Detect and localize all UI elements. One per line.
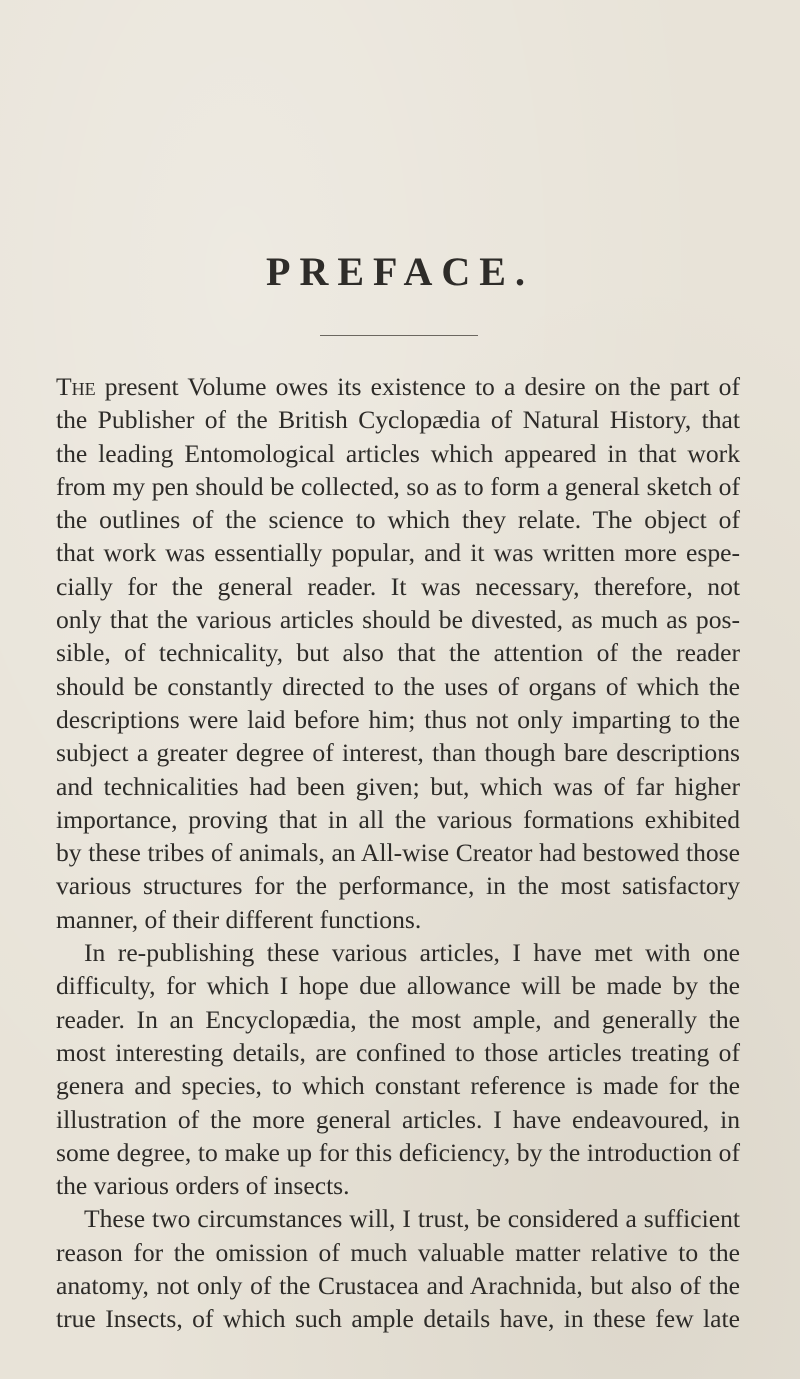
- paragraph-line: genera and species, to which constant reference is made for the: [56, 1071, 740, 1101]
- paragraph-line: various structures for the performance, in the most satisfactory: [56, 871, 740, 901]
- paragraph-line: the Publisher of the British Cyclopædia of Natural History, that: [56, 405, 740, 435]
- paragraph-line: manner, of their different functions.: [56, 904, 422, 934]
- paragraph-line: the outlines of the science to which they relate. The object of: [56, 505, 740, 535]
- paragraph-line: These two circumstances will, I trust, be considered a sufficient: [84, 1204, 740, 1234]
- paragraph-line: importance, proving that in all the various formations exhibited: [56, 804, 740, 834]
- paragraph-line: cially for the general reader. It was necessary, therefore, not: [56, 571, 740, 601]
- paragraph-3: [56, 1202, 740, 1335]
- paragraph-line: by these tribes of animals, an All-wise Creator had bestowed those: [56, 838, 740, 868]
- paragraph-line: difficulty, for which I hope due allowance will be made by the: [56, 971, 740, 1001]
- paragraph-line: some degree, to make up for this deficiency, by the introduction of: [56, 1137, 740, 1167]
- paragraph-line: the various orders of insects.: [56, 1171, 350, 1201]
- paragraph-line: In re-publishing these various articles, I have met with one: [84, 938, 740, 968]
- paragraph-line: should be constantly directed to the uses of organs of which the: [56, 671, 740, 701]
- paragraph-line: the leading Entomological articles which appeared in that work: [56, 438, 740, 468]
- paragraph-line: that work was essentially popular, and it was written more espe-: [56, 538, 740, 568]
- paragraph-line: and technicalities had been given; but, which was of far higher: [56, 771, 740, 801]
- paragraph-line: true Insects, of which such ample details have, in these few late: [56, 1304, 740, 1334]
- paragraph-line: The present Volume owes its existence to a desire on the part of: [56, 372, 740, 401]
- paragraph-line: descriptions were laid before him; thus not only imparting to the: [56, 704, 740, 734]
- paragraph-line: reason for the omission of much valuable matter relative to the: [56, 1237, 740, 1267]
- paragraph-1: [56, 370, 740, 936]
- paragraph-line: anatomy, not only of the Crustacea and Arachnida, but also of the: [56, 1271, 740, 1301]
- paragraph-line: sible, of technicality, but also that the attention of the reader: [56, 638, 740, 668]
- paragraph-line: most interesting details, are confined to those articles treating of: [56, 1037, 740, 1067]
- paragraph-line: from my pen should be collected, so as to form a general sketch of: [56, 471, 740, 501]
- lead-word: The: [56, 372, 96, 401]
- page-title: PREFACE.: [266, 249, 534, 294]
- paragraph-line: reader. In an Encyclopædia, the most ample, and generally the: [56, 1004, 740, 1034]
- title-rule: [320, 335, 478, 336]
- paragraph-line: only that the various articles should be divested, as much as pos-: [56, 605, 740, 635]
- paragraph-line: subject a greater degree of interest, than though bare descriptions: [56, 738, 740, 768]
- paragraph-2: [56, 936, 740, 1202]
- paragraph-line: illustration of the more general articles. I have endeavoured, in: [56, 1104, 740, 1134]
- body-text: [56, 370, 740, 1336]
